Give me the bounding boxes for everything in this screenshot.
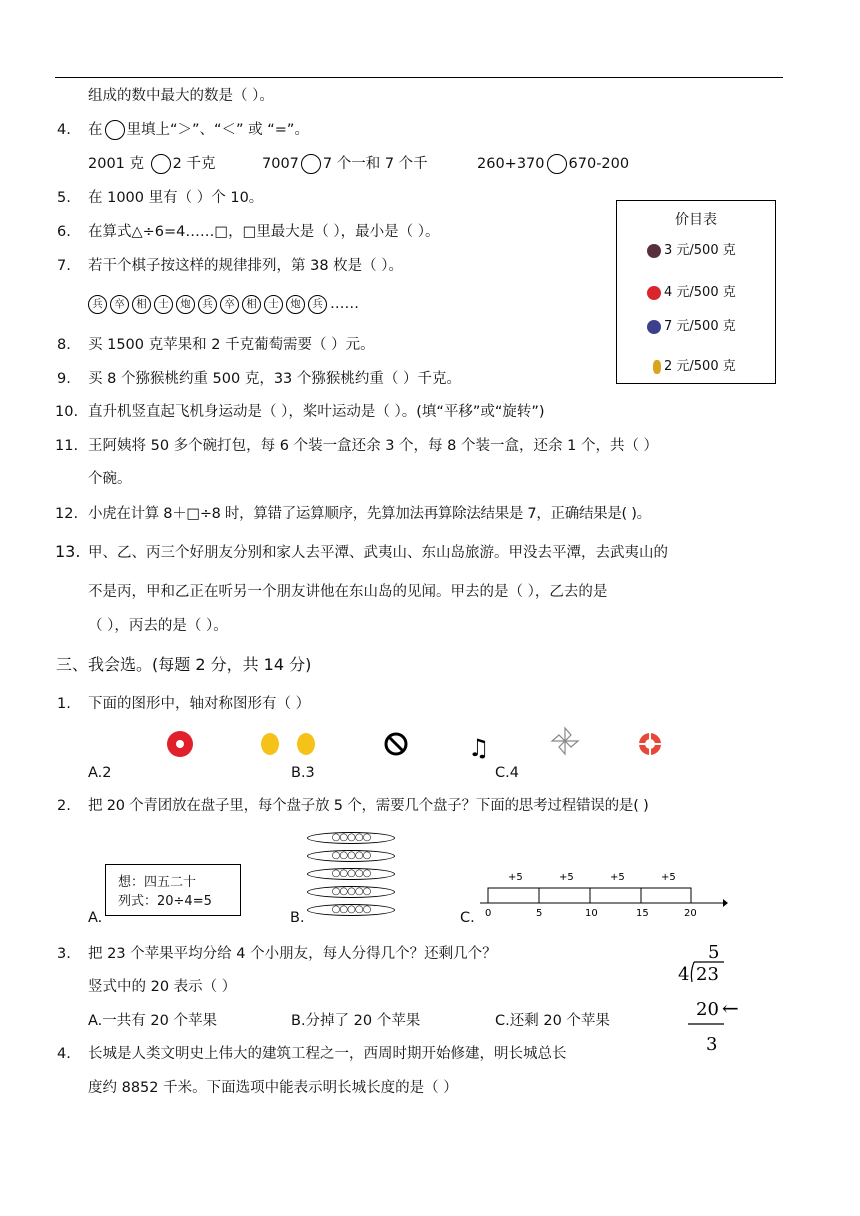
c2-option-a[interactable]: A. bbox=[88, 910, 103, 926]
hop-arc bbox=[641, 888, 691, 903]
c3-option-a[interactable]: A.一共有 20 个苹果 bbox=[88, 1013, 217, 1029]
q4-a-right: 2 千克 bbox=[172, 156, 216, 172]
plate: ○○○○○ bbox=[307, 886, 395, 898]
price-row-mangosteen bbox=[647, 239, 736, 258]
symbol-row bbox=[160, 726, 680, 766]
no-sign-icon bbox=[386, 734, 406, 754]
music-note-icon: ♫ bbox=[468, 734, 490, 762]
hop-arc bbox=[539, 888, 590, 903]
bauhinia-icon bbox=[167, 731, 193, 757]
q6-text: 在算式△÷6=4……□，□里最大是（ ），最小是（ ）。 bbox=[88, 224, 440, 240]
price-value: 3 元/500 克 bbox=[664, 243, 736, 258]
apple-icon bbox=[647, 286, 661, 300]
c2-option-c[interactable]: C. bbox=[460, 910, 475, 926]
arrow-icon: ← bbox=[722, 996, 739, 1020]
think-line-1: 想：四五二十 bbox=[118, 875, 197, 890]
chess-piece: 兵 bbox=[88, 295, 107, 314]
q4-b-right: 7 个一和 7 个千 bbox=[322, 156, 428, 172]
q4-b-left: 7007 bbox=[262, 156, 299, 172]
chess-piece: 兵 bbox=[308, 295, 327, 314]
chess-piece: 相 bbox=[132, 295, 151, 314]
q7-text: 若干个棋子按这样的规律排列，第 38 枚是（ ）。 bbox=[88, 258, 404, 274]
section-3-title: 三、我会选。(每题 2 分，共 14 分) bbox=[56, 655, 312, 674]
c2-number: 2. bbox=[57, 798, 71, 814]
q11-text-cont: 个碗。 bbox=[88, 471, 132, 487]
chess-piece: 卒 bbox=[110, 295, 129, 314]
div-dividend: 23 bbox=[696, 964, 719, 985]
chess-piece: 士 bbox=[264, 295, 283, 314]
c3-option-c[interactable]: C.还剩 20 个苹果 bbox=[495, 1013, 610, 1029]
grape-icon bbox=[647, 320, 661, 334]
c3-text: 把 23 个苹果平均分给 4 个小朋友，每人分得几个？还剩几个？ bbox=[88, 946, 497, 962]
price-row-apple bbox=[647, 281, 736, 300]
compare-circle[interactable] bbox=[301, 154, 321, 174]
hop-label: +5 bbox=[559, 872, 574, 883]
price-table bbox=[616, 200, 776, 384]
q11-text: 王阿姨将 50 多个碗打包，每 6 个装一盒还余 3 个，每 8 个装一盒，还余 1 个，共（ ） bbox=[88, 438, 659, 454]
c2-text: 把 20 个青团放在盘子里，每个盘子放 5 个，需要几个盘子？下面的思考过程错误的是( ) bbox=[88, 798, 649, 814]
q5-text: 在 1000 里有（ ）个 10。 bbox=[88, 190, 264, 206]
q13-text-1: 甲、乙、丙三个好朋友分别和家人去平潭、武夷山、东山岛旅游。甲没去平潭，去武夷山的 bbox=[88, 545, 668, 561]
hop-label: +5 bbox=[661, 872, 676, 883]
c4-text: 长城是人类文明史上伟大的建筑工程之一，西周时期开始修建，明长城总长 bbox=[88, 1046, 567, 1062]
q13-text-2: 不是丙，甲和乙正在听另一个朋友讲他在东山岛的见闻。甲去的是（ ），乙去的是 bbox=[88, 584, 608, 600]
price-value: 4 元/500 克 bbox=[664, 285, 736, 300]
pineapple-icon bbox=[653, 360, 661, 374]
chess-piece: 炮 bbox=[176, 295, 195, 314]
q9-number: 9. bbox=[57, 371, 71, 387]
price-table-title: 价目表 bbox=[675, 212, 717, 228]
long-division bbox=[672, 940, 752, 1055]
compare-circle[interactable] bbox=[151, 154, 171, 174]
q4-c-left: 260+370 bbox=[477, 156, 545, 172]
tick-label: 5 bbox=[536, 908, 543, 919]
compare-circle[interactable] bbox=[547, 154, 567, 174]
think-line-2: 列式：20÷4=5 bbox=[118, 894, 212, 909]
q12-number: 12. bbox=[55, 506, 79, 522]
q12-text: 小虎在计算 8＋□÷8 时，算错了运算顺序，先算加法再算除法结果是 7，正确结果是( )。 bbox=[88, 506, 651, 522]
div-quotient: 5 bbox=[708, 942, 720, 963]
c1-option-a[interactable]: A.2 bbox=[88, 765, 112, 781]
hop-arc bbox=[488, 888, 539, 903]
q4-prefix: 在 bbox=[88, 122, 103, 138]
chess-piece: 卒 bbox=[220, 295, 239, 314]
q9-text: 买 8 个猕猴桃约重 500 克，33 个猕猴桃约重（ ）千克。 bbox=[88, 371, 462, 387]
q7-number: 7. bbox=[57, 258, 71, 274]
c4-number: 4. bbox=[57, 1046, 71, 1062]
q10-text: 直升机竖直起飞机身运动是（ ），桨叶运动是（ ）。(填“平移”或“旋转”) bbox=[88, 404, 545, 420]
chess-piece: 相 bbox=[242, 295, 261, 314]
hop-label: +5 bbox=[610, 872, 625, 883]
price-value: 2 元/500 克 bbox=[664, 359, 736, 374]
mangosteen-icon bbox=[647, 244, 661, 258]
hop-arc bbox=[590, 888, 641, 903]
c1-text: 下面的图形中，轴对称图形有（ ） bbox=[88, 696, 311, 712]
q6-number: 6. bbox=[57, 224, 71, 240]
q4-item-a bbox=[88, 154, 215, 174]
hop-label: +5 bbox=[508, 872, 523, 883]
lifebuoy-icon bbox=[639, 733, 661, 755]
c2-option-b[interactable]: B. bbox=[290, 910, 305, 926]
div-remainder: 3 bbox=[706, 1034, 718, 1055]
price-row-grape bbox=[647, 315, 736, 334]
q5-number: 5. bbox=[57, 190, 71, 206]
plate: ○○○○○ bbox=[307, 850, 395, 862]
number-line bbox=[478, 866, 728, 922]
c4-text-2: 度约 8852 千米。下面选项中能表示明长城长度的是（ ） bbox=[88, 1080, 458, 1096]
div-product: 20 bbox=[696, 999, 719, 1020]
tick-label: 10 bbox=[585, 908, 598, 919]
think-box bbox=[105, 864, 241, 916]
duckling-icon bbox=[261, 733, 315, 755]
c1-option-b[interactable]: B.3 bbox=[291, 765, 315, 781]
q4-item-b bbox=[262, 154, 428, 174]
plate: ○○○○○ bbox=[307, 832, 395, 844]
c3-text-2: 竖式中的 20 表示（ ） bbox=[88, 979, 237, 995]
q4-c-right: 670-200 bbox=[568, 156, 630, 172]
ellipsis: …… bbox=[330, 296, 359, 312]
plate: ○○○○○ bbox=[307, 868, 395, 880]
q11-number: 11. bbox=[55, 438, 79, 454]
c1-number: 1. bbox=[57, 696, 71, 712]
plate: ○○○○○ bbox=[307, 904, 395, 916]
tick-label: 20 bbox=[684, 908, 697, 919]
c3-number: 3. bbox=[57, 946, 71, 962]
div-divisor: 4 bbox=[678, 964, 690, 985]
tick-label: 0 bbox=[485, 908, 492, 919]
q4-number: 4. bbox=[57, 122, 71, 138]
chess-piece: 士 bbox=[154, 295, 173, 314]
tick-label: 15 bbox=[636, 908, 649, 919]
chess-piece: 兵 bbox=[198, 295, 217, 314]
q4-suffix: 里填上“＞”、“＜” 或 “=”。 bbox=[126, 122, 309, 138]
q4-item-c bbox=[477, 154, 629, 174]
c3-option-b[interactable]: B.分掉了 20 个苹果 bbox=[291, 1013, 421, 1029]
q3-tail: 组成的数中最大的数是（ ）。 bbox=[88, 88, 274, 104]
q8-number: 8. bbox=[57, 337, 71, 353]
pinwheel-icon bbox=[552, 728, 578, 754]
price-row-pineapple bbox=[653, 355, 736, 374]
price-value: 7 元/500 克 bbox=[664, 319, 736, 334]
compare-circle bbox=[105, 120, 125, 140]
q10-number: 10. bbox=[55, 404, 79, 420]
q8-text: 买 1500 克苹果和 2 千克葡萄需要（ ）元。 bbox=[88, 337, 375, 353]
header-rule bbox=[55, 77, 783, 78]
chess-sequence bbox=[88, 294, 359, 314]
chess-piece: 炮 bbox=[286, 295, 305, 314]
q4-a-left: 2001 克 bbox=[88, 156, 145, 172]
c1-option-c[interactable]: C.4 bbox=[495, 765, 519, 781]
q4-text bbox=[88, 120, 309, 140]
q13-number: 13. bbox=[55, 542, 81, 561]
q13-text-3: （ ），丙去的是（ ）。 bbox=[88, 618, 228, 634]
